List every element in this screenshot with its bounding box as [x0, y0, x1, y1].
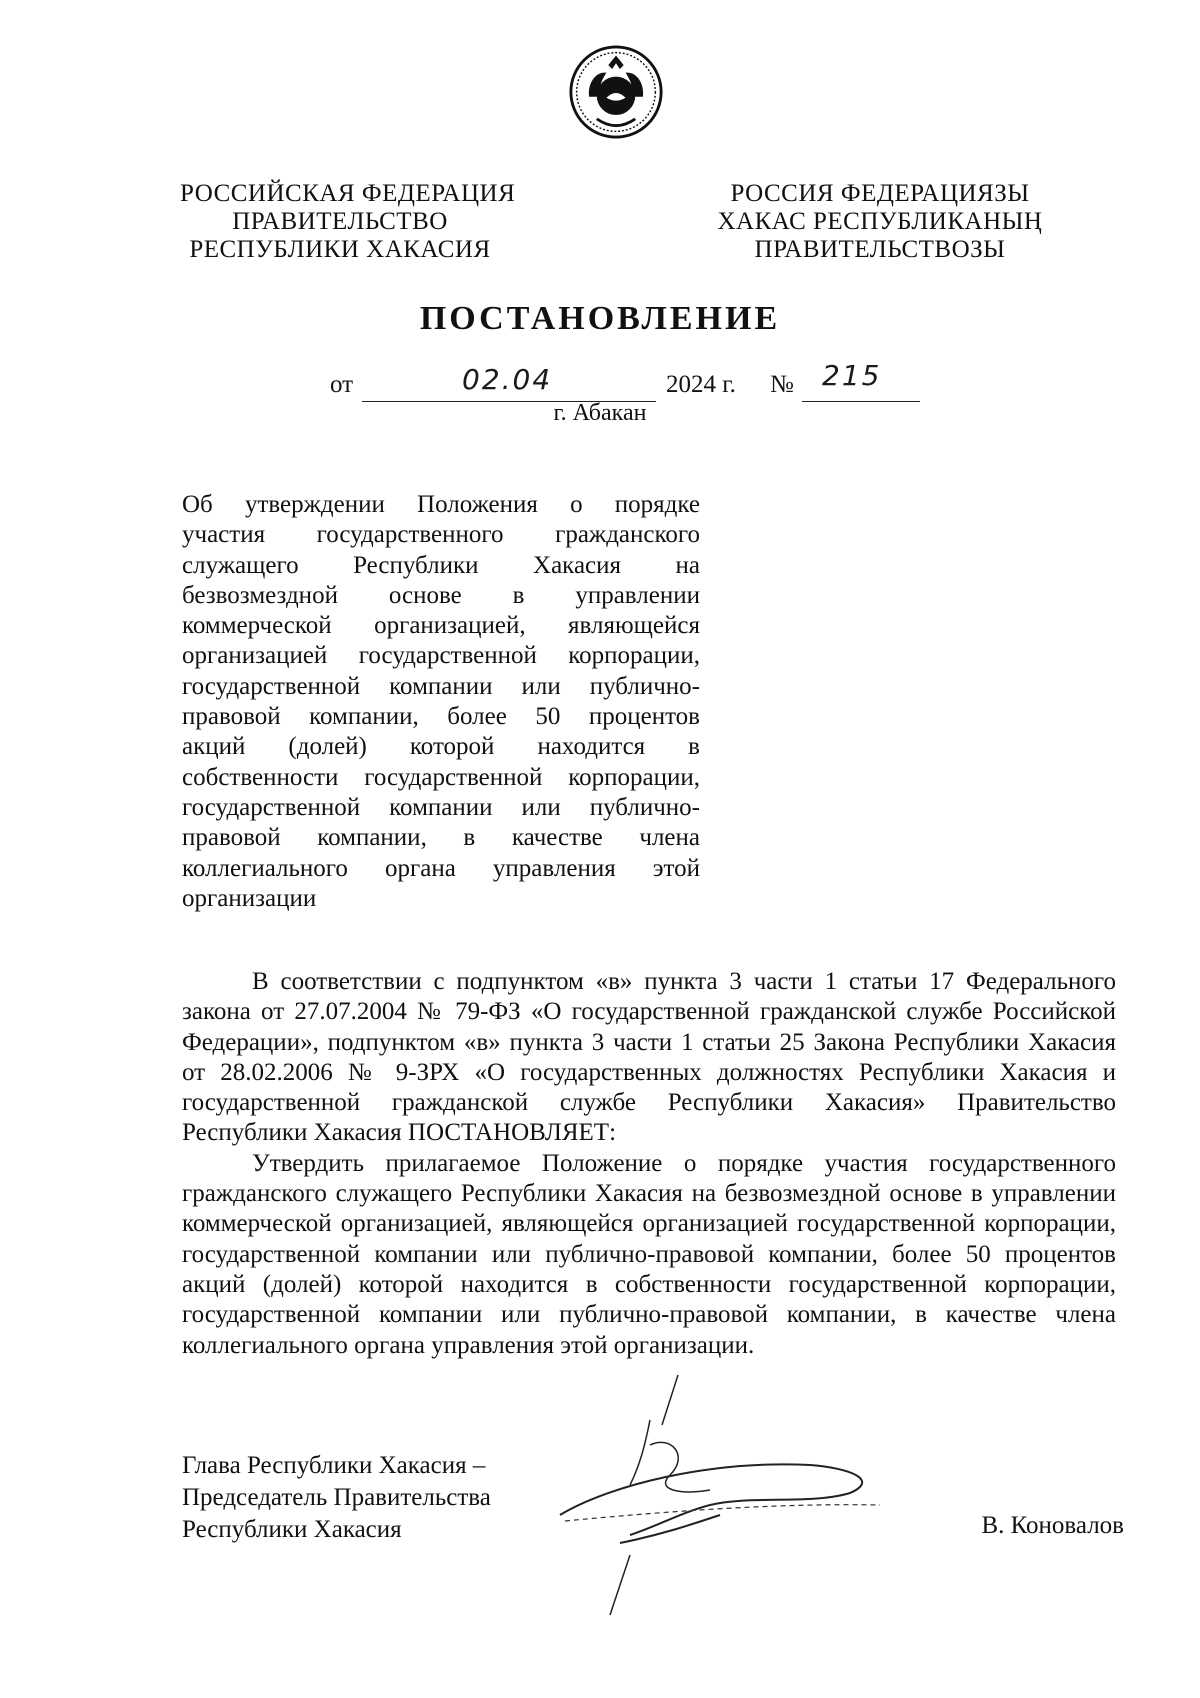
subject-line: служащего Республики Хакасия на	[182, 551, 700, 579]
signatory-title	[182, 1450, 491, 1546]
header-right-line: ХАКАС РЕСПУБЛИКАНЫҢ	[717, 208, 1043, 235]
subject-line: участия государственного гражданского	[182, 521, 700, 549]
subject-line: безвозмездной основе в управлении	[182, 581, 700, 609]
subject-line: Об утверждении Положения о порядке	[182, 491, 700, 518]
coat-of-arms-emblem	[568, 44, 664, 140]
header-right-line: РОССИЯ ФЕДЕРАЦИЯЗЫ	[730, 180, 1030, 207]
subject-line: коллегиального органа управления этой	[182, 854, 700, 882]
subject-line: акций (долей) которой находится в	[182, 733, 700, 761]
subject-line: государственной компании или публично-	[182, 672, 700, 700]
header-left-line: РОССИЙСКАЯ ФЕДЕРАЦИЯ	[180, 180, 516, 207]
subject-line: организации	[182, 884, 317, 912]
signatory-name: В. Коновалов	[981, 1512, 1124, 1539]
number-label: №	[770, 371, 794, 398]
city-label: г. Абакан	[553, 400, 647, 426]
signatory-title-line: Председатель Правительства	[182, 1484, 491, 1511]
document-subject	[182, 490, 700, 914]
body-paragraph: В соответствии с подпунктом «в» пункта 3 части 1 статьи 17 Федерального закона от 27.07.2004 № 79-ФЗ «О государственной гражданской службе Российской Федерации», подпунктом «в» пункта 3 части 1 статьи 25 Закона Республики Хакасия от 28.02.2006 № 9-ЗРХ «О государственных должностях Республики Хакасия и государственной гражданской службе Республики Хакасия» Правительство Республики Хакасия ПОСТАНОВЛЯЕТ:	[182, 968, 1116, 1147]
year-label: 2024 г.	[666, 371, 736, 398]
document-type-title: ПОСТАНОВЛЕНИЕ	[419, 300, 781, 337]
handwritten-number: 215	[822, 359, 882, 392]
date-prefix: от	[330, 371, 354, 398]
header-left-line: ПРАВИТЕЛЬСТВО	[232, 208, 448, 235]
body-paragraph: Утвердить прилагаемое Положение о порядке участия государственного гражданского служащего Республики Хакасия на безвозмездной основе в управлении коммерческой организацией, являющейся организацией государственной корпорации, государственной компании или публично-правовой компании, более 50 процентов акций (долей) которой находится в собственности государственной корпорации, государственной компании или публично-правовой компании, в качестве члена коллегиального органа управления этой организации.	[182, 1149, 1116, 1359]
subject-line: организацией государственной корпорации,	[182, 642, 700, 670]
signatory-title-line: Глава Республики Хакасия –	[182, 1452, 486, 1479]
date-number-line	[0, 359, 1200, 405]
header-left-russian	[180, 180, 516, 264]
handwritten-signature	[550, 1365, 950, 1635]
header-left-line: РЕСПУБЛИКИ ХАКАСИЯ	[189, 236, 491, 263]
document-body	[182, 967, 1116, 1361]
header-right-khakas	[700, 180, 1060, 264]
subject-line: правовой компании, в качестве члена	[182, 824, 700, 852]
subject-line: коммерческой организацией, являющейся	[182, 612, 700, 640]
subject-line: собственности государственной корпорации,	[182, 763, 700, 791]
header-right-line: ПРАВИТЕЛЬСТВОЗЫ	[754, 236, 1006, 263]
handwritten-date: 02.04	[462, 363, 553, 396]
subject-line: государственной компании или публично-	[182, 793, 700, 821]
subject-line: правовой компании, более 50 процентов	[182, 703, 700, 731]
signatory-title-line: Республики Хакасия	[182, 1516, 402, 1543]
